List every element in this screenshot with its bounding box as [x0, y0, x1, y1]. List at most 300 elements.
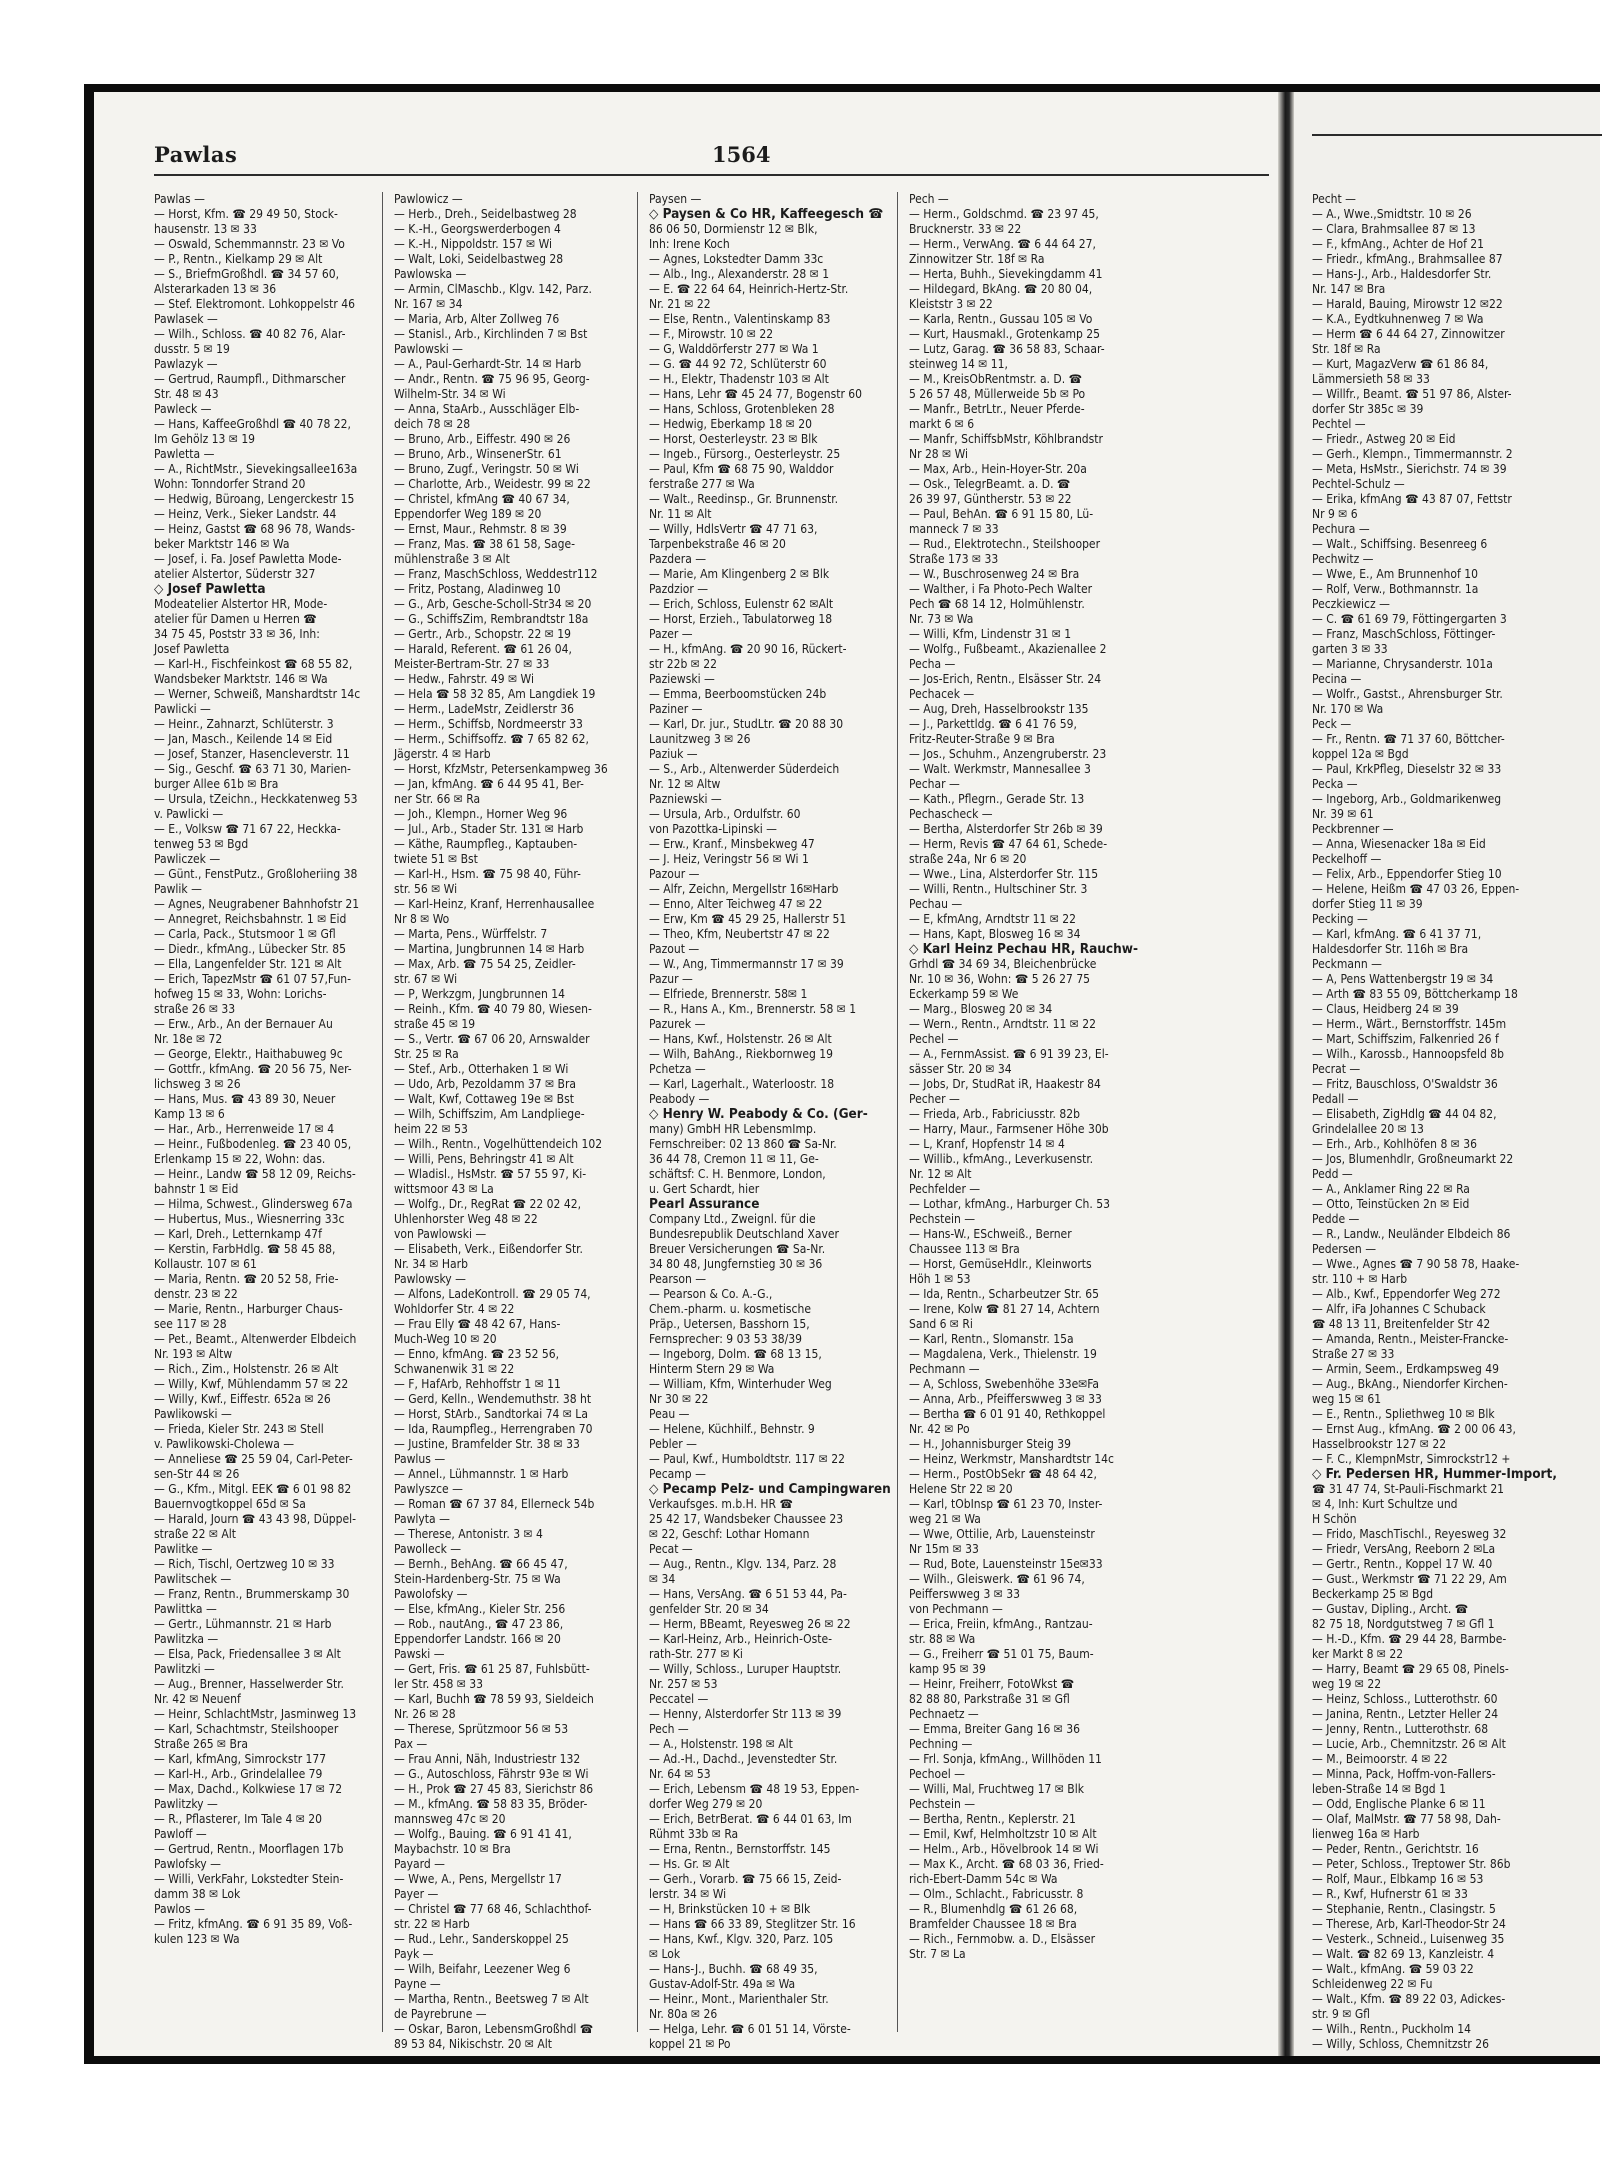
directory-line: Pawloff — — [154, 1827, 207, 1841]
directory-line: — Therese, Sprützmoor 56 ✉ 53 — [394, 1722, 569, 1736]
directory-line: dorfer Str 385c ✉ 39 — [1312, 402, 1424, 416]
directory-line: — K.-H., Nippoldstr. 157 ✉ Wi — [394, 237, 553, 251]
directory-line: — Herm ☎ 6 44 64 27, Zinnowitzer — [1312, 327, 1505, 341]
directory-line: — Agnes, Lokstedter Damm 33c — [649, 252, 824, 266]
directory-line: Much-Weg 10 ✉ 20 — [394, 1332, 497, 1346]
directory-line: Pechtel-Schulz — — [1312, 477, 1405, 491]
directory-line: — Franz, MaschSchloss, Föttinger- — [1312, 627, 1496, 641]
directory-line: — Karla, Rentn., Gussau 105 ✉ Vo — [909, 312, 1093, 326]
directory-line: lienweg 16a ✉ Harb — [1312, 1827, 1420, 1841]
directory-line: atelier Alstertor, Süderstr 327 — [154, 567, 316, 581]
directory-line: — Walt. Werkmstr, Mannesallee 3 — [909, 762, 1091, 776]
directory-line: — Rich, Tischl, Oertzweg 10 ✉ 33 — [154, 1557, 335, 1571]
directory-line: Zinnowitzer Str. 18f ✉ Ra — [909, 252, 1045, 266]
directory-line: atelier für Damen u Herren ☎ — [154, 612, 317, 626]
directory-line: Peckbrenner — — [1312, 822, 1394, 836]
directory-line: — Heinz, Werkmstr, Manshardtstr 14c — [909, 1452, 1114, 1466]
directory-line: — A., Holstenstr. 198 ✉ Alt — [649, 1737, 793, 1751]
directory-line: — A., Wwe.,Smidtstr. 10 ✉ 26 — [1312, 207, 1472, 221]
directory-line: — Heinr., Fußbodenleg. ☎ 23 40 05, — [154, 1137, 352, 1151]
directory-line: — Gertr., Rentn., Koppel 17 W. 40 — [1312, 1557, 1493, 1571]
directory-line: — J., Parkettldg. ☎ 6 41 76 59, — [909, 717, 1077, 731]
directory-line: Nr 9 ✉ 6 — [1312, 507, 1358, 521]
directory-line: — Karl, kfmAng. ☎ 6 41 37 71, — [1312, 927, 1482, 941]
directory-line: Pechoel — — [909, 1767, 965, 1781]
directory-line: Pech — — [909, 192, 949, 206]
directory-line: de Payrebrune — — [394, 2007, 487, 2021]
directory-line: — Rob., nautAng., ☎ 47 23 86, — [394, 1617, 564, 1631]
directory-line: — E., Volksw ☎ 71 67 22, Heckka- — [154, 822, 341, 836]
directory-line: — Gustav, Dipling., Archt. ☎ — [1312, 1602, 1469, 1616]
directory-line: — Max, Arb. ☎ 75 54 25, Zeidler- — [394, 957, 576, 971]
directory-line: — Günt., FenstPutz., Großloheriing 38 — [154, 867, 358, 881]
directory-line: Breuer Versicherungen ☎ Sa-Nr. — [649, 1242, 826, 1256]
directory-line: Straße 265 ✉ Bra — [154, 1737, 248, 1751]
directory-line: wittsmoor 43 ✉ La — [394, 1182, 494, 1196]
directory-line: — Janina, Rentn., Letzter Heller 24 — [1312, 1707, 1499, 1721]
directory-line: — Maria, Arb, Alter Zollweg 76 — [394, 312, 560, 326]
directory-line: — Alfons, LadeKontroll. ☎ 29 05 74, — [394, 1287, 591, 1301]
directory-line: — Frau Anni, Näh, Industriestr 132 — [394, 1752, 581, 1766]
directory-line: Pazour — — [649, 867, 700, 881]
directory-line: — Hans-W., ESchweiß., Berner — [909, 1227, 1072, 1241]
directory-line: Beckerkamp 25 ✉ Bgd — [1312, 1587, 1434, 1601]
directory-line: Nr 30 ✉ 22 — [649, 1392, 709, 1406]
directory-line: Verkaufsges. m.b.H. HR ☎ — [649, 1497, 793, 1511]
directory-line: — Willi, VerkFahr, Lokstedter Stein- — [154, 1872, 344, 1886]
directory-line: — Wolfg., Fußbeamt., Akazienallee 2 — [909, 642, 1107, 656]
directory-line: — Rolf, Maur., Elbkamp 16 ✉ 53 — [1312, 1872, 1484, 1886]
directory-line: — Stef., Arb., Otterhaken 1 ✉ Wi — [394, 1062, 569, 1076]
directory-line: — Jos., Schuhm., Anzengruberstr. 23 — [909, 747, 1107, 761]
directory-line: — Willi, Mal, Fruchtweg 17 ✉ Blk — [909, 1782, 1084, 1796]
directory-line: — Paul, Kwf., Humboldtstr. 117 ✉ 22 — [649, 1452, 845, 1466]
directory-line: — Bernh., BehAng. ☎ 66 45 47, — [394, 1557, 568, 1571]
directory-line: — Wwe, Ottilie, Arb, Lauensteinstr — [909, 1527, 1095, 1541]
directory-line: Pawlasek — — [154, 312, 218, 326]
directory-line: — Fritz, Bauschloss, O'Swaldstr 36 — [1312, 1077, 1498, 1091]
directory-line: — Rich., Fernmobw. a. D., Elsässer — [909, 1932, 1096, 1946]
directory-line: — Charlotte, Arb., Weidestr. 99 ✉ 22 — [394, 477, 591, 491]
directory-line: Pawlyta — — [394, 1512, 450, 1526]
directory-line: — Hans, Kwf., Holstenstr. 26 ✉ Alt — [649, 1032, 832, 1046]
directory-line: — A., Paul-Gerhardt-Str. 14 ✉ Harb — [394, 357, 582, 371]
directory-line: straße 26 ✉ 33 — [154, 1002, 236, 1016]
directory-line: — Wolfg., Bauing. ☎ 6 91 41 41, — [394, 1827, 572, 1841]
directory-line: — M., KreisObRentmstr. a. D. ☎ — [909, 372, 1083, 386]
directory-line: — Hubertus, Mus., Wiesnerring 33c — [154, 1212, 345, 1226]
directory-line: — R., Blumenhdlg ☎ 61 26 68, — [909, 1902, 1078, 1916]
directory-line: — Elisabeth, Verk., Eißendorfer Str. — [394, 1242, 583, 1256]
directory-line: Eppendorfer Landstr. 166 ✉ 20 — [394, 1632, 561, 1646]
directory-line: — Enno, kfmAng. ☎ 23 52 56, — [394, 1347, 560, 1361]
directory-line: — Stef. Elektromont. Lohkoppelstr 46 — [154, 297, 355, 311]
directory-line: Pechascheck — — [909, 807, 993, 821]
directory-line: weg 21 ✉ Wa — [909, 1512, 981, 1526]
directory-line: — Kerstin, FarbHdlg. ☎ 58 45 88, — [154, 1242, 336, 1256]
directory-line: Pawlowski — — [394, 342, 463, 356]
directory-line: straße 45 ✉ 19 — [394, 1017, 476, 1031]
directory-line: — Werner, Schweiß, Manshardtstr 14c — [154, 687, 361, 701]
directory-line: Pechstein — — [909, 1212, 976, 1226]
page-number: 1564 — [712, 142, 771, 167]
column-2 — [394, 192, 608, 2051]
directory-line: — Wilh., Rentn., Puckholm 14 — [1312, 2022, 1472, 2036]
directory-line: — Alb., Ing., Alexanderstr. 28 ✉ 1 — [649, 267, 830, 281]
directory-line: — Erica, Freiin, kfmAng., Rantzau- — [909, 1617, 1093, 1631]
directory-line: Uhlenhorster Weg 48 ✉ 22 — [394, 1212, 538, 1226]
directory-line: — G. ☎ 44 92 72, Schlüterstr 60 — [649, 357, 827, 371]
directory-line: Pchetza — — [649, 1062, 706, 1076]
directory-line: Pecat — — [649, 1542, 693, 1556]
directory-line: — Wilh, Schiffszim, Am Landpliege- — [394, 1107, 585, 1121]
directory-line: Pech ☎ 68 14 12, Holmühlenstr. — [909, 597, 1085, 611]
directory-line: hausenstr. 13 ✉ 33 — [154, 222, 257, 236]
directory-line: Meister-Bertram-Str. 27 ✉ 33 — [394, 657, 550, 671]
directory-line: — Walt, Loki, Seidelbastweg 28 — [394, 252, 564, 266]
book-gutter — [1278, 92, 1294, 2056]
directory-line: Pecher — — [909, 1092, 960, 1106]
directory-line: — Marie, Am Klingenberg 2 ✉ Blk — [649, 567, 830, 581]
directory-line: — Armin, Seem., Erdkampsweg 49 — [1312, 1362, 1500, 1376]
directory-line: — A, Pens Wattenbergstr 19 ✉ 34 — [1312, 972, 1494, 986]
directory-line: Pazniewski — — [649, 792, 722, 806]
directory-line: — Fr., Rentn. ☎ 71 37 60, Böttcher- — [1312, 732, 1505, 746]
directory-line: ◇ Karl Heinz Pechau HR, Rauchw- — [909, 941, 1139, 957]
directory-line: Pawlowska — — [394, 267, 467, 281]
directory-line: — F., kfmAng., Achter de Hof 21 — [1312, 237, 1485, 251]
directory-line: Kollaustr. 107 ✉ 61 — [154, 1257, 257, 1271]
column-divider — [897, 192, 898, 2032]
directory-line: Straße 27 ✉ 33 — [1312, 1347, 1395, 1361]
directory-line: Grindelallee 20 ✉ 13 — [1312, 1122, 1424, 1136]
directory-line: Pazurek — — [649, 1017, 706, 1031]
directory-line: — Herta, Buhh., Sievekingdamm 41 — [909, 267, 1103, 281]
directory-line: — Horst, StArb., Sandtorkai 74 ✉ La — [394, 1407, 588, 1421]
directory-line: weg 15 ✉ 61 — [1312, 1392, 1382, 1406]
directory-line: Peckmann — — [1312, 957, 1382, 971]
directory-line: Josef Pawletta — [154, 642, 230, 656]
directory-line: Payk — — [394, 1947, 434, 1961]
directory-line: — Erna, Rentn., Bernstorffstr. 145 — [649, 1842, 831, 1856]
directory-line: — Hans ☎ 66 33 89, Steglitzer Str. 16 — [649, 1917, 856, 1931]
directory-line: Nr 28 ✉ Wi — [909, 447, 968, 461]
directory-line: — Otto, Teinstücken 2n ✉ Eid — [1312, 1197, 1470, 1211]
directory-line: — Frau Elly ☎ 48 42 67, Hans- — [394, 1317, 561, 1331]
directory-line: von Pazottka-Lipinski — — [649, 822, 777, 836]
directory-line: str. 56 ✉ Wi — [394, 882, 458, 896]
directory-line: — Wilh., Karossb., Hannoopsfeld 8b — [1312, 1047, 1504, 1061]
page-header — [154, 142, 1274, 178]
directory-line: — Karl-H., Arb., Grindelallee 79 — [154, 1767, 323, 1781]
directory-line: Nr. 80a ✉ 26 — [649, 2007, 718, 2021]
directory-line: Nr. 10 ✉ 36, Wohn: ☎ 5 26 27 75 — [909, 972, 1091, 986]
directory-line: — A., Anklamer Ring 22 ✉ Ra — [1312, 1182, 1470, 1196]
directory-line: — Martina, Jungbrunnen 14 ✉ Harb — [394, 942, 585, 956]
directory-line: — Bertha, Rentn., Keplerstr. 21 — [909, 1812, 1076, 1826]
directory-line: — Rich., Zim., Holstenstr. 26 ✉ Alt — [154, 1362, 339, 1376]
directory-line: ◇ Paysen & Co HR, Kaffeegesch ☎ — [649, 206, 884, 222]
directory-line: ◇ Josef Pawletta — [154, 581, 266, 597]
directory-line: Pecka — — [1312, 777, 1358, 791]
directory-line: Bundesrepublik Deutschland Xaver — [649, 1227, 839, 1241]
directory-line: — Fritz, Postang, Aladinweg 10 — [394, 582, 561, 596]
directory-line: — Erw, Km ☎ 45 29 25, Hallerstr 51 — [649, 912, 847, 926]
directory-line: — Gert, Fris. ☎ 61 25 87, Fuhlsbütt- — [394, 1662, 590, 1676]
directory-line: Pecht — — [1312, 192, 1356, 206]
directory-line: mannsweg 47c ✉ 20 — [394, 1812, 506, 1826]
directory-line: Straße 173 ✉ 33 — [909, 552, 999, 566]
header-rule — [154, 174, 1269, 176]
directory-line: — Jan, Masch., Keilende 14 ✉ Eid — [154, 732, 333, 746]
directory-line: — Kath., Pflegrn., Gerade Str. 13 — [909, 792, 1085, 806]
directory-line: Helene Str 22 ✉ 20 — [909, 1482, 1013, 1496]
directory-line: — Amanda, Rentn., Meister-Francke- — [1312, 1332, 1509, 1346]
directory-line: — Friedr, VersAng, Reeborn 2 ✉La — [1312, 1542, 1496, 1556]
directory-line: — Max, Arb., Hein-Hoyer-Str. 20a — [909, 462, 1087, 476]
directory-line: straße 24a, Nr 6 ✉ 20 — [909, 852, 1027, 866]
scan-border-top — [84, 84, 1600, 92]
directory-line: — Heinr, SchlachtMstr, Jasminweg 13 — [154, 1707, 357, 1721]
directory-line: Pawlitzki — — [154, 1662, 215, 1676]
directory-line: — Justine, Bramfelder Str. 38 ✉ 33 — [394, 1437, 580, 1451]
directory-line: — F. C., KlempnMstr, Simrockstr12 + — [1312, 1452, 1511, 1466]
directory-line: — Osk., TelegrBeamt. a. D. ☎ — [909, 477, 1071, 491]
directory-line: Pawlitzky — — [154, 1797, 218, 1811]
directory-line: Nr. 26 ✉ 28 — [394, 1707, 456, 1721]
directory-line: Payard — — [394, 1857, 445, 1871]
directory-line: — Erich, Lebensm ☎ 48 19 53, Eppen- — [649, 1782, 860, 1796]
directory-line: — P, Werkzgm, Jungbrunnen 14 — [394, 987, 565, 1001]
directory-line: — Manfr, SchiffsbMstr, Köhlbrandstr — [909, 432, 1103, 446]
directory-line: Pawolofsky — — [394, 1587, 468, 1601]
column-4 — [909, 192, 1139, 2042]
directory-line: — Gertrud, Raumpfl., Dithmarscher — [154, 372, 346, 386]
directory-line: 34 80 48, Jungfernstieg 30 ✉ 36 — [649, 1257, 823, 1271]
directory-line: — R., Hans A., Km., Brennerstr. 58 ✉ 1 — [649, 1002, 857, 1016]
directory-line: — Wolfr., Gastst., Ahrensburger Str. — [1312, 687, 1503, 701]
directory-line: Pedde — — [1312, 1212, 1360, 1226]
directory-line: — Jan, kfmAng. ☎ 6 44 95 41, Ber- — [394, 777, 584, 791]
directory-line: — Horst, Oesterleystr. 23 ✉ Blk — [649, 432, 818, 446]
directory-line: dorfer Stieg 11 ✉ 39 — [1312, 897, 1423, 911]
directory-line: Paziner — — [649, 702, 703, 716]
directory-line: Pawlicki — — [154, 702, 211, 716]
directory-page — [94, 92, 1278, 2056]
directory-line: — G., Autoschloss, Fährstr 93e ✉ Wi — [394, 1767, 589, 1781]
directory-line: — Ernst, Maur., Rehmstr. 8 ✉ 39 — [394, 522, 567, 536]
directory-line: Wilhelm-Str. 34 ✉ Wi — [394, 387, 506, 401]
directory-line: lichsweg 3 ✉ 26 — [154, 1077, 241, 1091]
directory-line: — Har., Arb., Herrenweide 17 ✉ 4 — [154, 1122, 335, 1136]
directory-line: Bauernvogtkoppel 65d ✉ Sa — [154, 1497, 306, 1511]
directory-line: — Gertrud, Rentn., Moorflagen 17b — [154, 1842, 344, 1856]
directory-line: — Karl, Schachtmstr, Steilshooper — [154, 1722, 339, 1736]
directory-line: — E. ☎ 22 64 64, Heinrich-Hertz-Str. — [649, 282, 849, 296]
directory-line: — Franz, Mas. ☎ 38 61 58, Sage- — [394, 537, 576, 551]
directory-line: rath-Str. 277 ✉ Ki — [649, 1647, 743, 1661]
directory-line: — Willy, Kwf, Mühlendamm 57 ✉ 22 — [154, 1377, 349, 1391]
directory-line: kamp 95 ✉ 39 — [909, 1662, 986, 1676]
directory-line: Nr. 42 ✉ Po — [909, 1422, 970, 1436]
directory-line: 86 06 50, Dormienstr 12 ✉ Blk, — [649, 222, 818, 236]
directory-line: Pecha — — [909, 657, 956, 671]
directory-line: — Manfr., BetrLtr., Neuer Pferde- — [909, 402, 1085, 416]
directory-line: — Herm., PostObSekr ☎ 48 64 42, — [909, 1467, 1097, 1481]
directory-line: — Herm, Revis ☎ 47 64 61, Schede- — [909, 837, 1108, 851]
directory-line: Pedd — — [1312, 1167, 1353, 1181]
directory-line: Peccatel — — [649, 1692, 709, 1706]
directory-line: — Max K., Archt. ☎ 68 03 36, Fried- — [909, 1857, 1104, 1871]
directory-line: Nr. 193 ✉ Altw — [154, 1347, 233, 1361]
directory-line: Pawlos — — [154, 1902, 205, 1916]
directory-line: — Hedwig, Eberkamp 18 ✉ 20 — [649, 417, 812, 431]
directory-line: Pechmann — — [909, 1362, 980, 1376]
directory-line: Pazdzior — — [649, 582, 709, 596]
directory-line: — Oswald, Schemmannstr. 23 ✉ Vo — [154, 237, 345, 251]
directory-line: — Olm., Schlacht., Fabricusstr. 8 — [909, 1887, 1084, 1901]
directory-line: — Bruno, Arb., WinsenerStr. 61 — [394, 447, 562, 461]
directory-line: Kleiststr 3 ✉ 22 — [909, 297, 993, 311]
directory-line: — Willy, Kwf., Eiffestr. 652a ✉ 26 — [154, 1392, 331, 1406]
directory-line: — Emil, Kwf, Helmholtzstr 10 ✉ Alt — [909, 1827, 1097, 1841]
directory-line: — Arth ☎ 83 55 09, Böttcherkamp 18 — [1312, 987, 1518, 1001]
directory-line: — Walt., Reedinsp., Gr. Brunnenstr. — [649, 492, 839, 506]
directory-line: Pazout — — [649, 942, 700, 956]
directory-line: Pebler — — [649, 1437, 697, 1451]
directory-line: — Harald, Bauing, Mirowstr 12 ✉22 — [1312, 297, 1503, 311]
directory-line: Pech — — [649, 1722, 689, 1736]
directory-line: — Lutz, Garag. ☎ 36 58 83, Schaar- — [909, 342, 1105, 356]
directory-line: — Lucie, Arb., Chemnitzstr. 26 ✉ Alt — [1312, 1737, 1506, 1751]
directory-line: — Jos-Erich, Rentn., Elsässer Str. 24 — [909, 672, 1102, 686]
directory-line: Nr. 39 ✉ 61 — [1312, 807, 1374, 821]
directory-line: — Mart, Schiffszim, Falkenried 26 f — [1312, 1032, 1499, 1046]
directory-line: — Willy, Schloss., Luruper Hauptstr. — [649, 1662, 842, 1676]
directory-line: lerstr. 34 ✉ Wi — [649, 1887, 727, 1901]
directory-line: — Paul, Kfm ☎ 68 75 90, Walddor — [649, 462, 834, 476]
directory-line: — Gerh., Vorarb. ☎ 75 66 15, Zeid- — [649, 1872, 842, 1886]
scan-border-left — [84, 84, 94, 2064]
directory-line: Nr. 18e ✉ 72 — [154, 1032, 223, 1046]
directory-line: Pawlitzka — — [154, 1632, 219, 1646]
directory-line: Pechura — — [1312, 522, 1370, 536]
directory-line: — Heinz, Schloss., Lutterothstr. 60 — [1312, 1692, 1498, 1706]
directory-line: — Maria, Rentn. ☎ 20 52 58, Frie- — [154, 1272, 339, 1286]
directory-line: — Harald, Journ ☎ 43 43 98, Düppel- — [154, 1512, 357, 1526]
directory-line: Str. 18f ✉ Ra — [1312, 342, 1381, 356]
directory-line: Rühmt 33b ✉ Ra — [649, 1827, 739, 1841]
directory-line: — Ingeb., Fürsorg., Oesterleystr. 25 — [649, 447, 841, 461]
directory-line: — Willi, Pens, Behringstr 41 ✉ Alt — [394, 1152, 574, 1166]
directory-line: Pechfelder — — [909, 1182, 981, 1196]
directory-line: — Ingeborg, Dolm. ☎ 68 13 15, — [649, 1347, 822, 1361]
directory-line: — S., Vertr. ☎ 67 06 20, Arnswalder — [394, 1032, 590, 1046]
directory-line: Pawlikowski — — [154, 1407, 232, 1421]
directory-line: Payne — — [394, 1977, 441, 1991]
directory-line: — Hans-J., Arb., Haldesdorfer Str. — [1312, 267, 1492, 281]
directory-line: — Willi, Kfm, Lindenstr 31 ✉ 1 — [909, 627, 1072, 641]
directory-line: — Josef, Stanzer, Hasencleverstr. 11 — [154, 747, 350, 761]
directory-line: Pawlittka — — [154, 1602, 217, 1616]
scan-border-bottom — [84, 2056, 1600, 2064]
directory-line: Str. 48 ✉ 43 — [154, 387, 219, 401]
directory-line: — Martha, Rentn., Beetsweg 7 ✉ Alt — [394, 1992, 589, 2006]
directory-line: Wohn: Tonndorfer Strand 20 — [154, 477, 306, 491]
directory-line: — H, Brinkstücken 10 + ✉ Blk — [649, 1902, 811, 1916]
directory-line: — Anna, Wiesenacker 18a ✉ Eid — [1312, 837, 1486, 851]
directory-line: — William, Kfm, Winterhuder Weg — [649, 1377, 832, 1391]
directory-line: — Alfr, Zeichn, Mergellstr 16✉Harb — [649, 882, 839, 896]
directory-line: — Annegret, Reichsbahnstr. 1 ✉ Eid — [154, 912, 347, 926]
directory-line: koppel 21 ✉ Po — [649, 2037, 731, 2051]
directory-line: tenweg 53 ✉ Bgd — [154, 837, 249, 851]
directory-line: — Erw., Kranf., Minsbekweg 47 — [649, 837, 815, 851]
directory-line: — Emma, Breiter Gang 16 ✉ 36 — [909, 1722, 1080, 1736]
directory-line: — Marg., Blosweg 20 ✉ 34 — [909, 1002, 1053, 1016]
directory-line: Grhdl ☎ 34 69 34, Bleichenbrücke — [909, 957, 1097, 971]
directory-line: Tarpenbekstraße 46 ✉ 20 — [649, 537, 786, 551]
directory-line: — Karl-H., Hsm. ☎ 75 98 40, Führ- — [394, 867, 581, 881]
directory-line: — Willib., kfmAng., Leverkusenstr. — [909, 1152, 1094, 1166]
directory-line: Hinterm Stern 29 ✉ Wa — [649, 1362, 775, 1376]
directory-line: Pawlazyk — — [154, 357, 218, 371]
directory-line: — Erich, TapezMstr ☎ 61 07 57,Fun- — [154, 972, 352, 986]
directory-line: Pawlas — — [154, 192, 205, 206]
directory-line: — Wilh., Schloss. ☎ 40 82 76, Alar- — [154, 327, 346, 341]
directory-line: — Käthe, Raumpfleg., Kaptauben- — [394, 837, 578, 851]
directory-line: — Heinr., Zahnarzt, Schlüterstr. 3 — [154, 717, 334, 731]
directory-line: beker Marktstr 146 ✉ Wa — [154, 537, 290, 551]
directory-line: — Gerd, Kelln., Wendemuthstr. 38 ht — [394, 1392, 592, 1406]
directory-line: — Pearson & Co. A.-G., — [649, 1287, 773, 1301]
directory-line: — P., Rentn., Kielkamp 29 ✉ Alt — [154, 252, 323, 266]
directory-line: — Magdalena, Verk., Thielenstr. 19 — [909, 1347, 1097, 1361]
directory-line: — Herm., Schiffsb, Nordmeerstr 33 — [394, 717, 583, 731]
directory-line: see 117 ✉ 28 — [154, 1317, 227, 1331]
directory-line: Im Gehölz 13 ✉ 19 — [154, 432, 256, 446]
directory-line: Jägerstr. 4 ✉ Harb — [394, 747, 491, 761]
directory-line: Fernschreiber: 02 13 860 ☎ Sa-Nr. — [649, 1137, 837, 1151]
directory-line: — Rud., Lehr., Sanderskoppel 25 — [394, 1932, 569, 1946]
directory-line: — Kurt, Hausmakl., Grotenkamp 25 — [909, 327, 1100, 341]
directory-line: Payer — — [394, 1887, 439, 1901]
directory-line: Pechau — — [909, 897, 963, 911]
directory-line: — Wilh., Gleiswerk. ☎ 61 96 74, — [909, 1572, 1085, 1586]
directory-line: — Hans, Lehr ☎ 45 24 77, Bogenstr 60 — [649, 387, 863, 401]
directory-line: — Frido, MaschTischl., Reyesweg 32 — [1312, 1527, 1507, 1541]
directory-line: Str. 25 ✉ Ra — [394, 1047, 459, 1061]
directory-line: — A., FernmAssist. ☎ 6 91 39 23, El- — [909, 1047, 1109, 1061]
directory-line: Paziuk — — [649, 747, 698, 761]
directory-line: — Jul., Arb., Stader Str. 131 ✉ Harb — [394, 822, 584, 836]
directory-line: — G., Freiherr ☎ 51 01 75, Baum- — [909, 1647, 1094, 1661]
directory-line: — Karl, Buchh ☎ 78 59 93, Sieldeich — [394, 1692, 594, 1706]
directory-line: — Willy, HdlsVertr ☎ 47 71 63, — [649, 522, 818, 536]
directory-line: — Herm., Wärt., Bernstorffstr. 145m — [1312, 1017, 1507, 1031]
directory-line: — A, Schloss, Swebenhöhe 33e✉Fa — [909, 1377, 1099, 1391]
directory-line: — M., kfmAng. ☎ 58 83 35, Bröder- — [394, 1797, 588, 1811]
directory-line: — Harry, Beamt ☎ 29 65 08, Pinels- — [1312, 1662, 1509, 1676]
directory-line: — H.-D., Kfm. ☎ 29 44 28, Barmbe- — [1312, 1632, 1507, 1646]
directory-line: Nr 8 ✉ Wo — [394, 912, 450, 926]
directory-line: — Aug., Rentn., Klgv. 134, Parz. 28 — [649, 1557, 837, 1571]
directory-line: — Karl, Lagerhalt., Waterloostr. 18 — [649, 1077, 835, 1091]
directory-line: str. 110 + ✉ Harb — [1312, 1272, 1408, 1286]
directory-line: Pecrat — — [1312, 1062, 1361, 1076]
directory-line: — Harald, Referent. ☎ 61 26 04, — [394, 642, 572, 656]
column-3 — [649, 192, 891, 2051]
